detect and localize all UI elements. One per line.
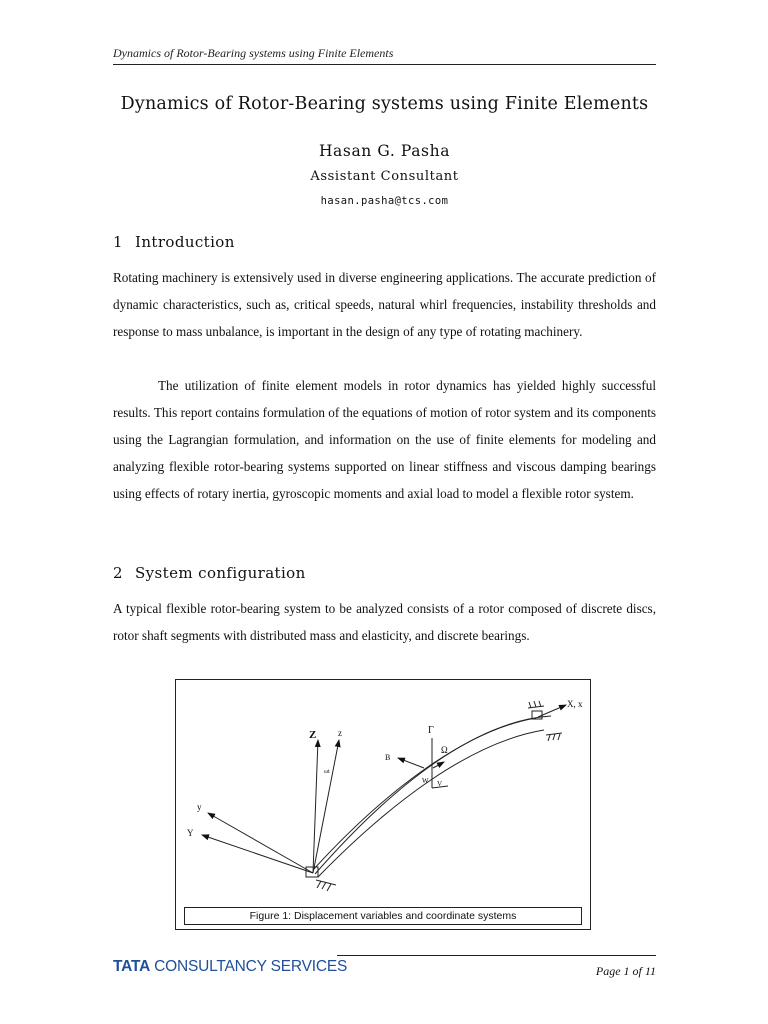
section-number: 2 [113, 564, 123, 582]
figure-caption: Figure 1: Displacement variables and coordinate systems [184, 907, 582, 925]
label-y: y [197, 802, 202, 812]
paragraph: Rotating machinery is extensively used in diverse engineering applications. The accurate prediction of dynamic characteristics, such as, critical speeds, natural whirl frequencies, instability thresholds and response to mass unbalance, is important in the design of any type of rotating machinery. [113, 270, 656, 339]
axis-y-line [208, 813, 313, 873]
label-z: z [338, 728, 342, 738]
paper-title: Dynamics of Rotor-Bearing systems using Finite Elements [120, 94, 649, 114]
axis-Y-line [202, 835, 313, 873]
rotor-diagram [176, 680, 592, 931]
company-logo [113, 957, 347, 977]
author-name: Hasan G. Pasha [318, 142, 451, 160]
label-omega-t: ωt [324, 769, 330, 775]
rotor-center-line [315, 716, 551, 874]
section-heading-introduction [113, 233, 235, 251]
logo-tata: TATA [113, 958, 151, 975]
paragraph: A typical flexible rotor-bearing system to be analyzed consists of a rotor composed of discrete discs, rotor shaft segments with distributed mass and elasticity, and discrete bearings. [113, 601, 656, 643]
page-number: Page 1 of 11 [595, 964, 656, 978]
label-Omega: Ω [441, 745, 448, 755]
footer-rule [337, 955, 656, 956]
author-affiliation: Assistant Consultant [310, 169, 459, 184]
section-title: Introduction [135, 233, 235, 251]
B-arrow [398, 758, 424, 768]
section-title: System configuration [135, 564, 306, 582]
label-X: X, x [567, 699, 583, 709]
paragraph: The utilization of finite element models in rotor dynamics has yielded highly successful results. This report contains formulation of the equations of motion of rotor system and its components using the Lagrangian formulation, and information on the use of finite elements for modeling and analyzing flexible rotor-bearing systems supported on linear stiffness and viscous damping bearings using effects of rotary inertia, gyroscopic moments and axial load to model a flexible rotor system. [113, 378, 656, 501]
logo-rest: CONSULTANCY SERVICES [150, 958, 348, 975]
running-header: Dynamics of Rotor-Bearing systems using Finite Elements [113, 46, 394, 60]
label-Z: Z [309, 729, 317, 741]
label-B: B [385, 753, 391, 762]
header-rule [113, 64, 656, 65]
label-Y: Y [187, 828, 194, 838]
rotor-shaft-bottom [318, 730, 544, 877]
author-email: hasan.pasha@tcs.com [320, 195, 449, 207]
label-W: W [422, 777, 429, 785]
label-gamma: Γ [428, 725, 434, 736]
label-V: V [437, 780, 443, 788]
section-number: 1 [113, 233, 123, 251]
rotor-shaft-top [313, 718, 536, 870]
figure-1 [175, 679, 591, 930]
section-heading-system-configuration [113, 564, 306, 582]
